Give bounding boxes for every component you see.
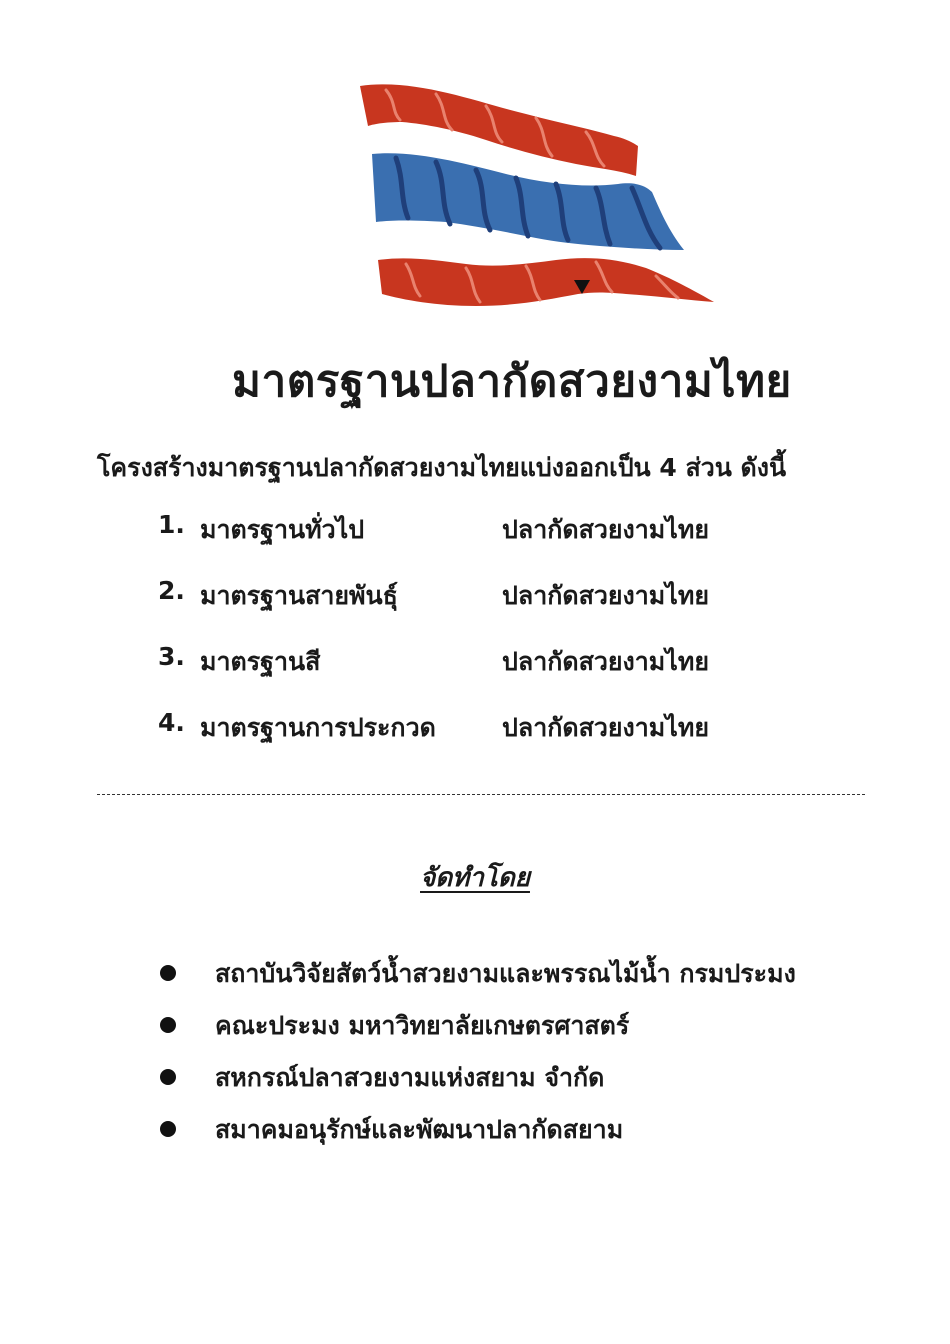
list-item (158, 1110, 858, 1162)
standards-list (158, 510, 778, 774)
list-item (158, 1006, 858, 1058)
bullet-icon (160, 965, 176, 981)
page-title: มาตรฐานปลากัดสวยงามไทย (232, 356, 792, 407)
bullet-icon (160, 1069, 176, 1085)
standard-scope: ปลากัดสวยงามไทย (502, 713, 709, 742)
standard-name: มาตรฐานการประกวด (200, 713, 436, 742)
organization-name: สหกรณ์ปลาสวยงามแห่งสยาม จำกัด (215, 1063, 605, 1092)
item-number: 2. (158, 576, 185, 605)
organization-name: สมาคมอนุรักษ์และพัฒนาปลากัดสยาม (215, 1115, 624, 1144)
list-item (158, 708, 778, 774)
standard-name: มาตรฐานสี (200, 647, 321, 676)
item-number: 3. (158, 642, 185, 671)
standard-name: มาตรฐานสายพันธุ์ (200, 581, 398, 610)
standard-scope: ปลากัดสวยงามไทย (502, 515, 709, 544)
list-item (158, 510, 778, 576)
list-item (158, 642, 778, 708)
list-item (158, 576, 778, 642)
made-by-heading (0, 857, 950, 898)
intro-text: โครงสร้างมาตรฐานปลากัดสวยงามไทยแบ่งออกเป็น 4 ส่วน ดังนี้ (97, 453, 787, 482)
organization-name: สถาบันวิจัยสัตว์น้ำสวยงามและพรรณไม้น้ำ กรมประมง (215, 959, 796, 988)
standard-name: มาตรฐานทั่วไป (200, 515, 365, 544)
made-by-label: จัดทำโดย (420, 863, 530, 893)
bullet-icon (160, 1017, 176, 1033)
organizations-list (158, 954, 858, 1162)
dashed-divider (97, 794, 865, 795)
list-item (158, 1058, 858, 1110)
item-number: 4. (158, 708, 185, 737)
standard-scope: ปลากัดสวยงามไทย (502, 647, 709, 676)
item-number: 1. (158, 510, 185, 539)
bullet-icon (160, 1121, 176, 1137)
thai-flag-icon (356, 80, 720, 308)
list-item (158, 954, 858, 1006)
organization-name: คณะประมง มหาวิทยาลัยเกษตรศาสตร์ (215, 1011, 630, 1040)
standard-scope: ปลากัดสวยงามไทย (502, 581, 709, 610)
